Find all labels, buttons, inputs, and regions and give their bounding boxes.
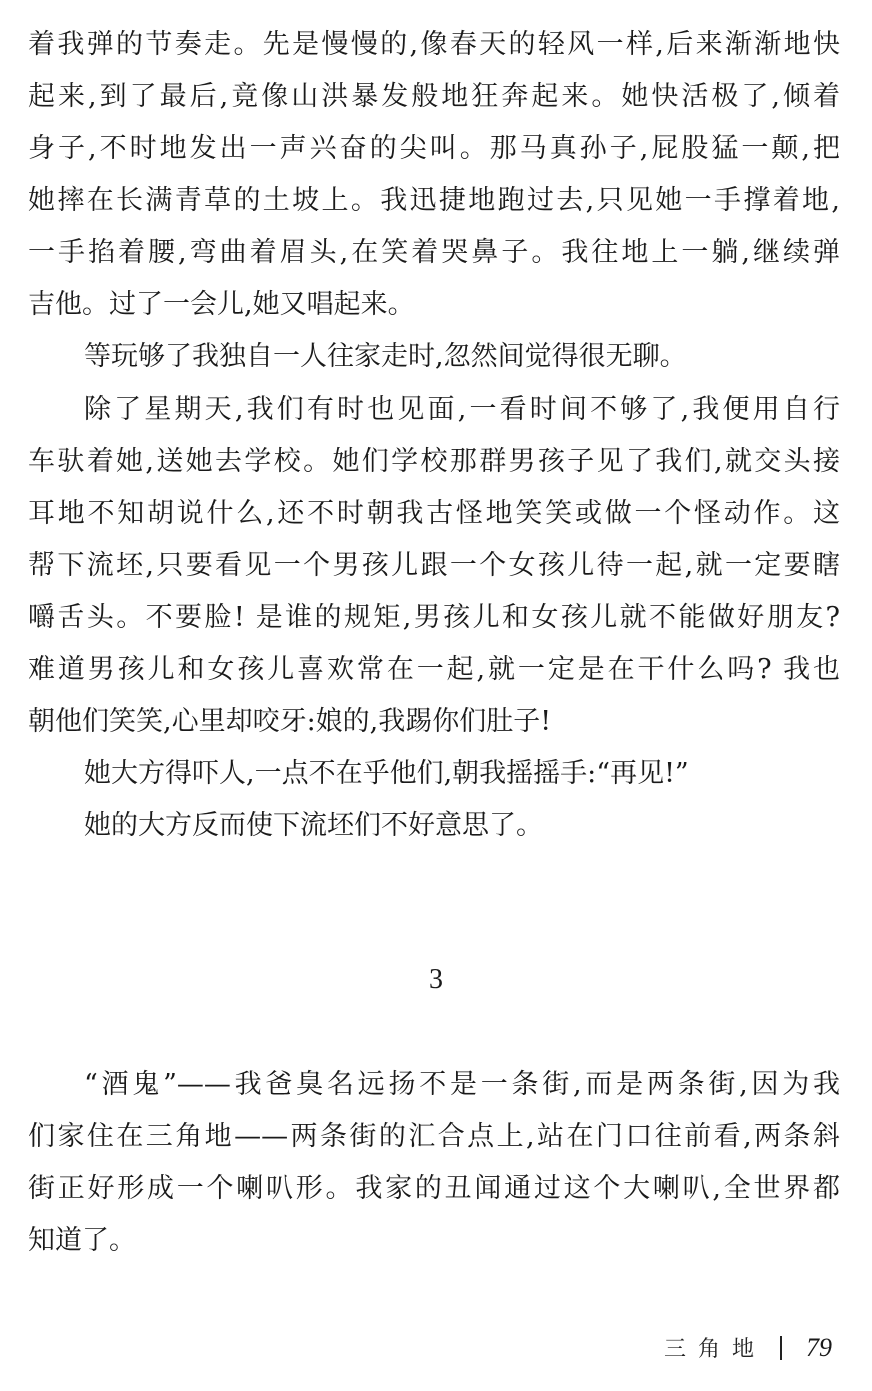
section-paragraph-1 <box>28 1059 840 1267</box>
text-line: 等玩够了我独自一人往家走时,忽然间觉得很无聊。 <box>84 341 687 372</box>
text-line: 难道男孩儿和女孩儿喜欢常在一起,就一定是在干什么吗? 我也 <box>28 654 840 685</box>
paragraph-1 <box>28 19 840 331</box>
text-line: “酒鬼”——我爸臭名远扬不是一条街,而是两条街,因为我 <box>84 1069 840 1100</box>
text-line: 她大方得吓人,一点不在乎他们,朝我摇摇手:“再见!” <box>84 758 689 789</box>
text-line: 除了星期天,我们有时也见面,一看时间不够了,我便用自行 <box>84 394 840 425</box>
text-line: 起来,到了最后,竟像山洪暴发般地狂奔起来。她快活极了,倾着 <box>28 81 840 112</box>
text-line: 街正好形成一个喇叭形。我家的丑闻通过这个大喇叭,全世界都 <box>28 1173 840 1204</box>
text-line: 身子,不时地发出一声兴奋的尖叫。那马真孙子,屁股猛一颠,把 <box>28 133 840 164</box>
paragraph-5 <box>28 800 840 852</box>
text-line: 耳地不知胡说什么,还不时朝我古怪地笑笑或做一个怪动作。这 <box>28 498 840 529</box>
text-line: 知道了。 <box>28 1225 136 1256</box>
text-line: 嚼舌头。不要脸! 是谁的规矩,男孩儿和女孩儿就不能做好朋友? <box>28 602 840 633</box>
running-title: 三角地 <box>663 1337 766 1362</box>
section-heading: 3 <box>429 964 443 995</box>
paragraph-4 <box>28 748 840 800</box>
paragraph-3 <box>28 384 840 748</box>
text-line: 帮下流坯,只要看见一个男孩儿跟一个女孩儿待一起,就一定要瞎 <box>28 550 840 581</box>
paragraph-2 <box>28 331 840 383</box>
page-footer <box>664 1332 832 1363</box>
text-line: 们家住在三角地——两条街的汇合点上,站在门口往前看,两条斜 <box>28 1121 840 1152</box>
text-line: 她摔在长满青草的土坡上。我迅捷地跑过去,只见她一手撑着地, <box>28 185 840 216</box>
text-line: 朝他们笑笑,心里却咬牙:娘的,我踢你们肚子! <box>28 706 552 737</box>
text-line: 一手掐着腰,弯曲着眉头,在笑着哭鼻子。我往地上一躺,继续弹 <box>28 237 840 268</box>
page-number: 79 <box>806 1332 832 1362</box>
footer-divider <box>780 1336 782 1360</box>
text-line: 着我弹的节奏走。先是慢慢的,像春天的轻风一样,后来渐渐地快 <box>28 29 840 60</box>
text-line: 她的大方反而使下流坯们不好意思了。 <box>84 810 543 841</box>
text-line: 车驮着她,送她去学校。她们学校那群男孩子见了我们,就交头接 <box>28 446 840 477</box>
text-line: 吉他。过了一会儿,她又唱起来。 <box>28 289 415 320</box>
